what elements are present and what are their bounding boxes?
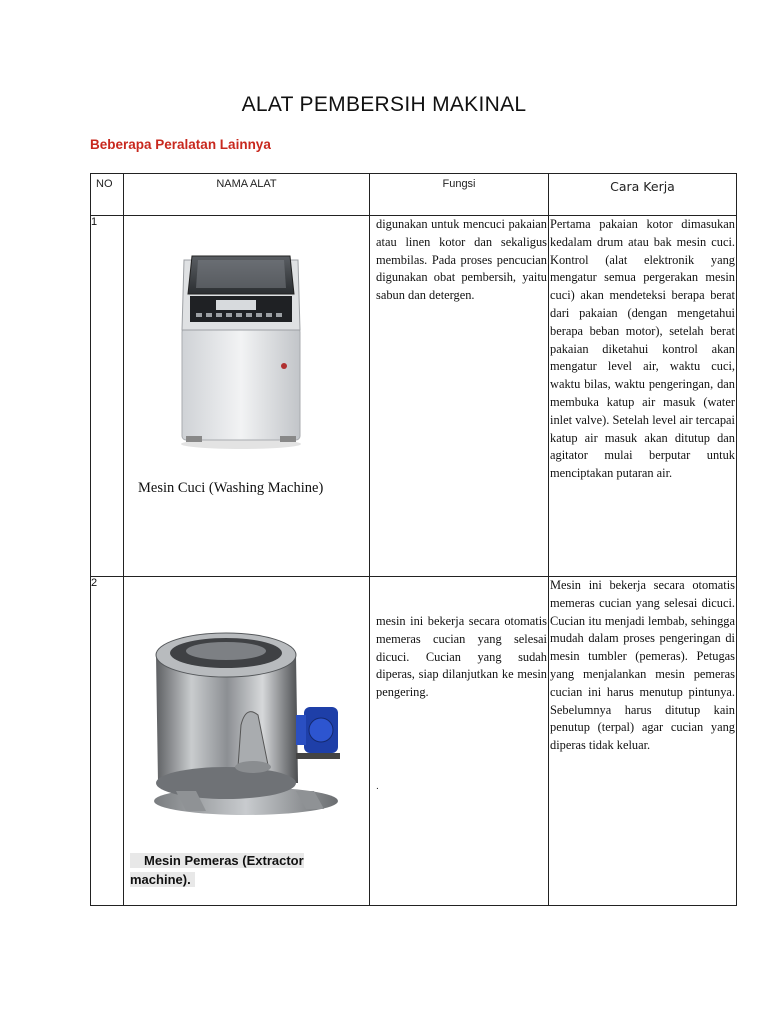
- page-title: ALAT PEMBERSIH MAKINAL: [241, 93, 527, 116]
- table-row: [91, 216, 737, 577]
- header-no: NO: [91, 174, 124, 216]
- header-fungsi: Fungsi: [370, 174, 549, 216]
- table-header-row: [91, 174, 737, 216]
- nama-alat-cell: [124, 577, 370, 906]
- fungsi-extra: .: [376, 781, 379, 792]
- washing-machine-image: [176, 250, 306, 450]
- cara-kerja-text: Pertama pakaian kotor dimasukan kedalam drum atau bak mesin cuci. Kontrol (alat elektronik yang mengatur semua pergerakan mesin cuci) akan mendeteksi berapa berat dari pakaian (dengan mengetahui berapa beban motor), setelah berat pakaian diketahui kontrol akan mengatur level air, waktu cuci, waktu bilas, waktu pengeringan, dan membuka katup air masuk (water inlet valve). Setelah level air tercapai katup air masuk akan ditutup dan agitator mulai berputar untuk menciptakan putaran air.: [550, 217, 735, 481]
- cara-kerja-text: Mesin ini bekerja secara otomatis memeras cucian yang selesai dicuci. Cucian itu menjadi lembab, sehingga mudah dalam proses pengeringan di mesin tumbler (pemeras). Petugas yang menjalankan mesin pemeras cucian ini harus menutup pintunya. Sebelumnya harus ditutup kain penutup (terpal) agar cucian yang diperas tidak keluar.: [550, 578, 735, 753]
- header-nama-alat: NAMA ALAT: [124, 174, 370, 216]
- row-number: 2: [91, 577, 124, 906]
- header-cara-kerja: Cara Kerja: [549, 174, 737, 216]
- cara-kerja-cell: [549, 577, 737, 906]
- fungsi-text: digunakan untuk mencuci pakaian atau linen kotor dan sekaligus membilas. Pada proses pencucian digunakan obat pembersih, yaitu sabun dan detergen.: [376, 217, 547, 303]
- extractor-machine-image: [146, 615, 352, 819]
- fungsi-cell: [370, 577, 549, 906]
- tool-name: Mesin Cuci (Washing Machine): [138, 480, 324, 496]
- section-subtitle: Beberapa Peralatan Lainnya: [90, 137, 271, 152]
- tool-name: Mesin Pemeras (Extractor machine).: [130, 853, 304, 887]
- nama-alat-cell: [124, 216, 370, 577]
- fungsi-cell: [370, 216, 549, 577]
- cara-kerja-cell: [549, 216, 737, 577]
- equipment-table: [90, 173, 737, 906]
- fungsi-text: mesin ini bekerja secara otomatis memeras cucian yang selesai dicuci. Cucian yang sudah diperas, siap dilanjutkan ke mesin pengering.: [376, 614, 547, 700]
- table-row: [91, 577, 737, 906]
- row-number: 1: [91, 216, 124, 577]
